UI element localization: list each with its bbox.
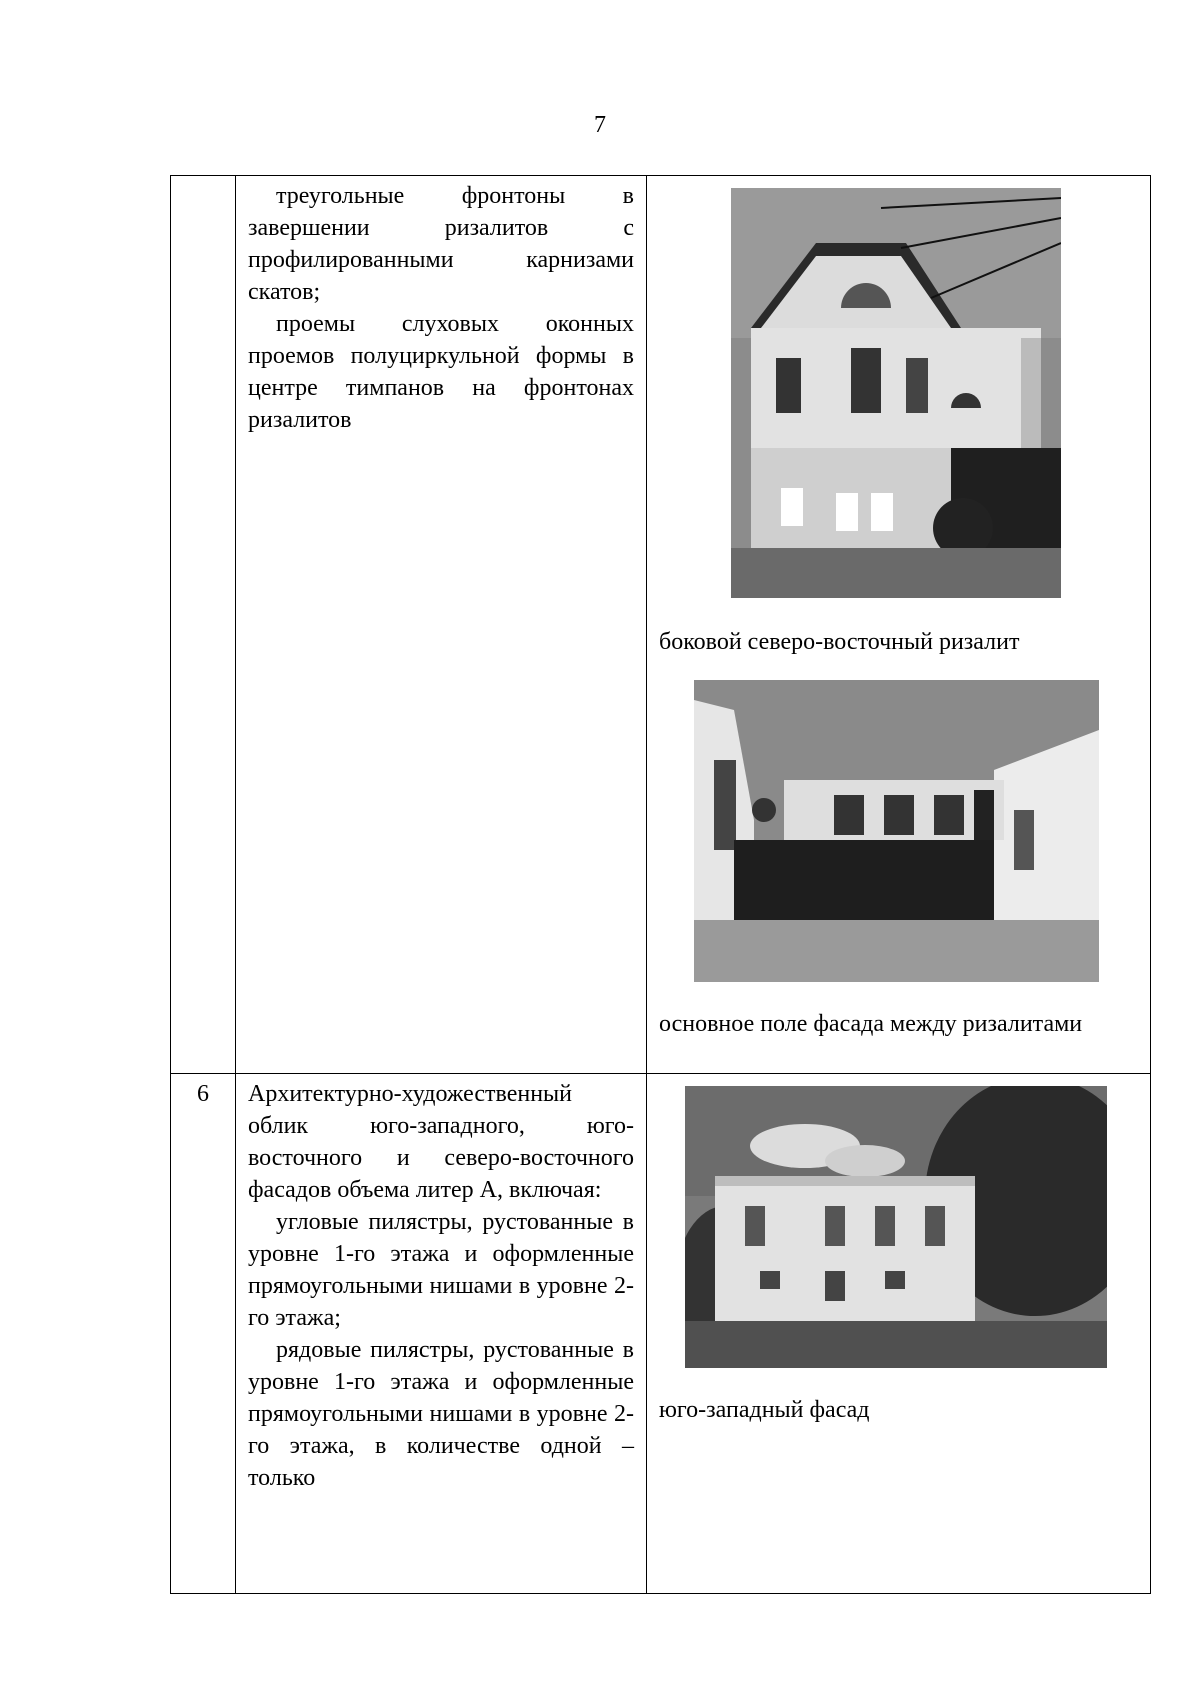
photo-facade-between-risalits	[694, 680, 1099, 982]
photo-northeast-risalit	[731, 188, 1061, 598]
photo-cell	[647, 1074, 1151, 1594]
paragraph: угловые пилястры, рустованные в уровне 1-го этажа и оформленные прямоугольными нишами в уровне 2-го этажа;	[248, 1209, 634, 1331]
page-number: 7	[594, 112, 606, 138]
paragraph: Архитектурно-художественный облик юго-западного, юго-восточного и северо-восточного фасадов объема литер А, включая:	[248, 1081, 634, 1203]
photo-caption: юго-западный фасад	[659, 1397, 870, 1423]
row-description	[236, 176, 647, 1074]
photo-cell	[647, 176, 1151, 1074]
photo-caption: основное поле фасада между ризалитами	[659, 1011, 1083, 1037]
table-row	[171, 176, 1151, 1074]
paragraph: рядовые пилястры, рустованные в уровне 1-го этажа и оформленные прямоугольными нишами в уровне 2-го этажа, в количестве одной – только	[248, 1337, 634, 1491]
paragraph: проемы слуховых оконных проемов полуциркульной формы в центре тимпанов на фронтонах ризалитов	[248, 311, 634, 433]
row-description	[236, 1074, 647, 1594]
photo-southwest-facade	[685, 1086, 1107, 1368]
row-number	[171, 176, 236, 1074]
paragraph: треугольные фронтоны в завершении ризалитов с профилированными карнизами скатов;	[248, 183, 634, 305]
photo-caption: боковой северо-восточный ризалит	[659, 629, 1020, 655]
table-row	[171, 1074, 1151, 1594]
heritage-features-table	[170, 175, 1151, 1594]
row-number: 6	[171, 1074, 236, 1594]
